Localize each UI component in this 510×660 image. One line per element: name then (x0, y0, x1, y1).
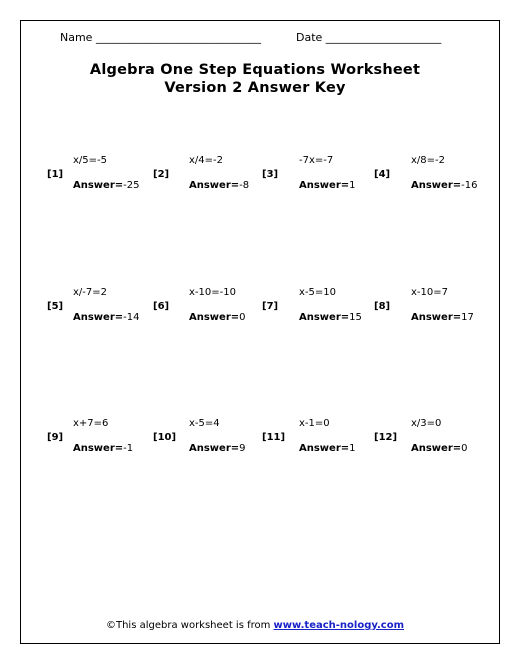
problem-equation: x/3=0 (411, 418, 442, 429)
problem-answer (73, 181, 140, 191)
problem-answer (189, 181, 249, 191)
answer-value: -25 (123, 180, 140, 191)
answer-value: -8 (239, 180, 250, 191)
problem-answer (299, 181, 356, 191)
answer-value: 15 (349, 312, 362, 323)
date-field-line: Date _____________________ (296, 31, 442, 44)
problem-equation: x-5=4 (189, 418, 220, 429)
problem-answer (299, 313, 362, 323)
problem-equation: x/5=-5 (73, 155, 107, 166)
problem-number: [4] (374, 169, 391, 180)
answer-value: 1 (349, 180, 356, 191)
answer-value: 0 (461, 443, 468, 454)
answer-label: Answer= (299, 180, 350, 191)
worksheet-title: Algebra One Step Equations Worksheet (89, 62, 421, 78)
problem-answer (189, 444, 246, 454)
problem-equation: x-10=-10 (189, 287, 236, 298)
problem-answer (73, 444, 133, 454)
problem-answer (411, 444, 468, 454)
problem-equation: x-1=0 (299, 418, 330, 429)
problem-number: [7] (262, 301, 279, 312)
answer-value: -1 (123, 443, 134, 454)
name-field-line: Name ______________________________ (60, 31, 261, 44)
problem-number: [9] (47, 432, 64, 443)
problem-equation: x-10=7 (411, 287, 448, 298)
footer-text: ©This algebra worksheet is from (105, 620, 274, 631)
problem-number: [8] (374, 301, 391, 312)
problem-number: [12] (374, 432, 398, 443)
answer-value: 17 (461, 312, 474, 323)
answer-label: Answer= (73, 443, 124, 454)
problem-number: [5] (47, 301, 64, 312)
problem-equation: x/8=-2 (411, 155, 445, 166)
answer-label: Answer= (73, 312, 124, 323)
problem-answer (299, 444, 356, 454)
answer-label: Answer= (189, 312, 240, 323)
answer-value: 0 (239, 312, 246, 323)
problem-equation: x-5=10 (299, 287, 336, 298)
answer-value: 9 (239, 443, 246, 454)
problem-number: [6] (153, 301, 170, 312)
answer-label: Answer= (189, 443, 240, 454)
answer-label: Answer= (299, 312, 350, 323)
problem-answer (73, 313, 140, 323)
answer-value: -14 (123, 312, 140, 323)
problem-equation: x/-7=2 (73, 287, 107, 298)
problem-equation: -7x=-7 (299, 155, 334, 166)
footer-credit (0, 620, 510, 631)
problem-equation: x/4=-2 (189, 155, 223, 166)
footer-link[interactable]: www.teach-nology.com (273, 620, 404, 631)
problem-answer (411, 181, 478, 191)
problem-equation: x+7=6 (73, 418, 109, 429)
answer-label: Answer= (411, 180, 462, 191)
problem-number: [1] (47, 169, 64, 180)
problem-answer (411, 313, 474, 323)
problem-number: [3] (262, 169, 279, 180)
problem-answer (189, 313, 246, 323)
answer-label: Answer= (73, 180, 124, 191)
problem-number: [11] (262, 432, 286, 443)
answer-label: Answer= (411, 443, 462, 454)
answer-value: 1 (349, 443, 356, 454)
answer-label: Answer= (411, 312, 462, 323)
problem-number: [2] (153, 169, 170, 180)
worksheet-border (20, 20, 500, 644)
answer-value: -16 (461, 180, 478, 191)
answer-label: Answer= (189, 180, 240, 191)
problem-number: [10] (153, 432, 177, 443)
answer-label: Answer= (299, 443, 350, 454)
worksheet-subtitle: Version 2 Answer Key (164, 80, 346, 96)
